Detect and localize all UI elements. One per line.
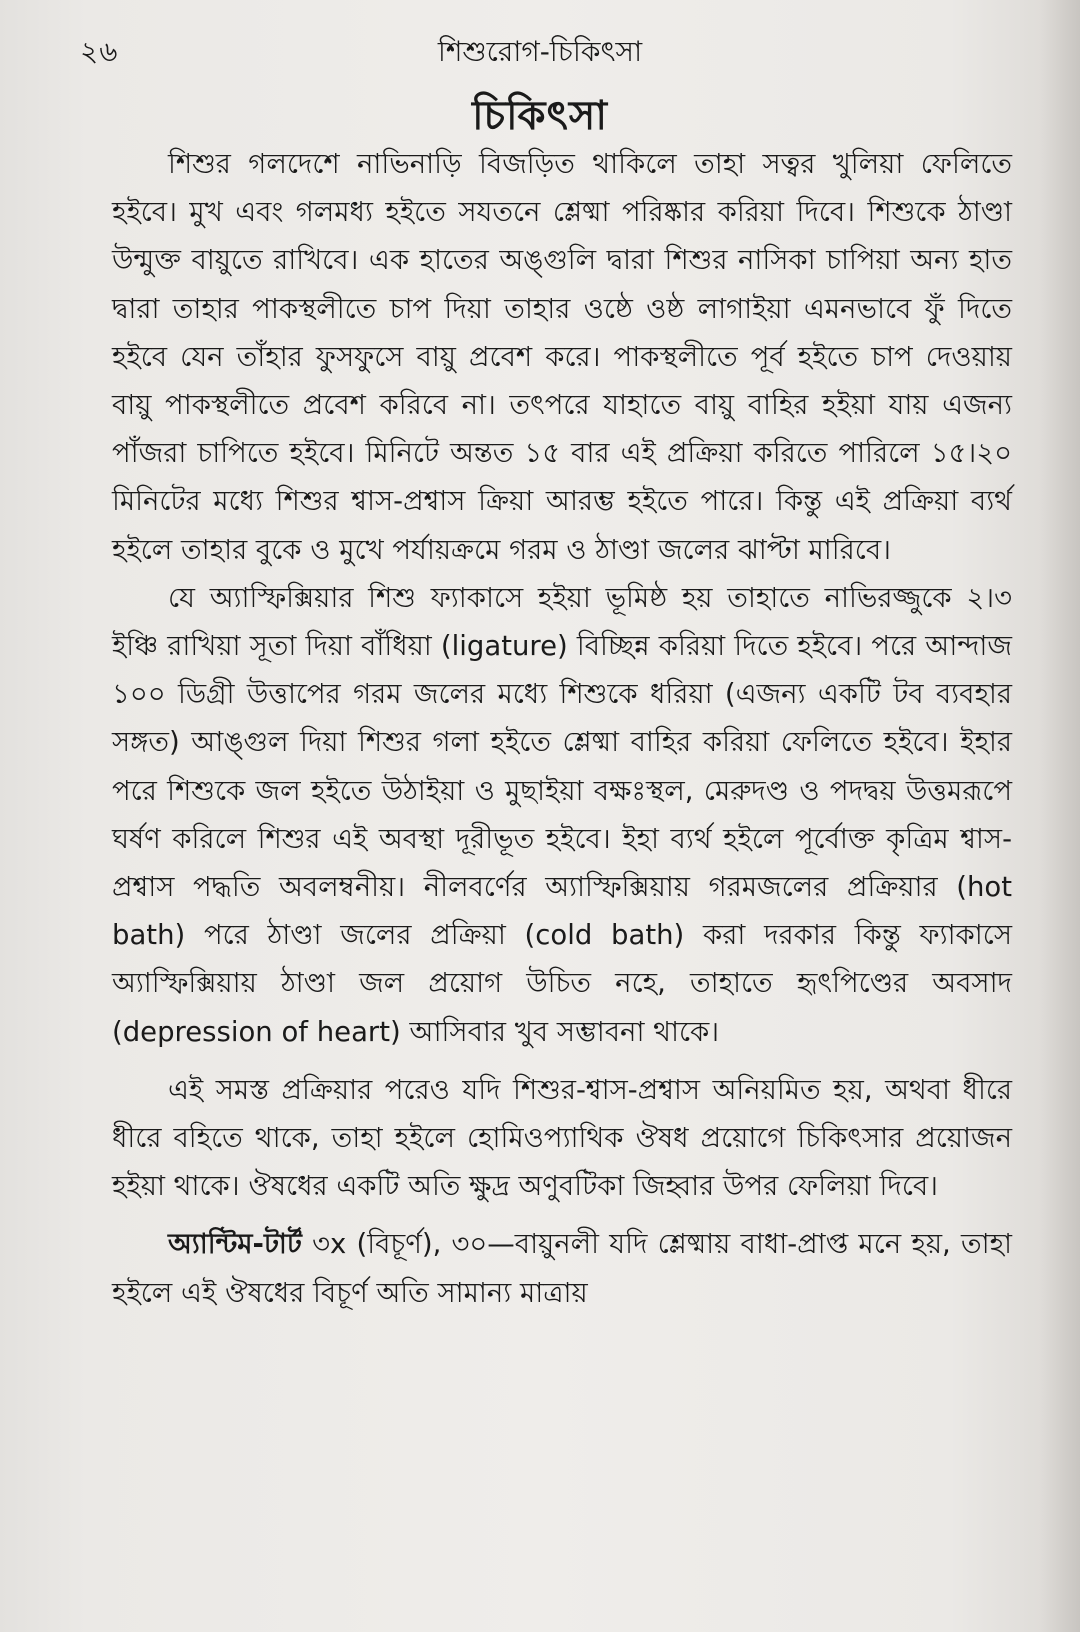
paragraph-remedy [112,1220,1012,1316]
paragraph-homeopathic-treatment: এই সমস্ত প্রক্রিয়ার পরেও যদি শিশুর-শ্বাস-প্রশ্বাস অনিয়মিত হয়, অথবা ধীরে ধীরে বহিতে থাকে, তাহা হইলে হোমিওপ্যাথিক ঔষধ প্রয়োগে চিকিৎসার প্রয়োজন হইয়া থাকে। ঔষধের একটি অতি ক্ষুদ্র অণুবটিকা জিহ্বার উপর ফেলিয়া দিবে। [112,1073,1012,1203]
section-heading: চিকিৎসা [472,93,608,139]
running-head [80,30,1000,74]
body-text [112,140,1012,1317]
page-number: ২৬ [80,35,119,68]
running-title: শিশুরোগ-চিকিৎসা [437,35,643,68]
remedy-text: ৩x (বিচূর্ণ), ৩০—বায়ুনলী যদি শ্লেষ্মায় বাধা-প্রাপ্ত মনে হয়, তাহা হইলে এই ঔষধের বিচূর্ণ অতি সামান্য মাত্রায় [112,1228,1012,1309]
paragraph-pale-asphyxia: যে অ্যাস্ফিক্সিয়ার শিশু ফ্যাকাসে হইয়া ভূমিষ্ঠ হয় তাহাতে নাভিরজ্জুকে ২।৩ ইঞ্চি রাখিয়া সূতা দিয়া বাঁধিয়া (ligature) বিচ্ছিন্ন করিয়া দিতে হইবে। পরে আন্দাজ ১০০ ডিগ্রী উত্তাপের গরম জলের মধ্যে শিশুকে ধরিয়া (এজন্য একটি টব ব্যবহার সঙ্গত) আঙ্গুল দিয়া শিশুর গলা হইতে শ্লেষ্মা বাহির করিয়া ফেলিতে হইবে। ইহার পরে শিশুকে জল হইতে উঠাইয়া ও মুছাইয়া বক্ষঃস্থল, মেরুদণ্ড ও পদদ্বয় উত্তমরূপে ঘর্ষণ করিলে শিশুর এই অবস্থা দূরীভূত হইবে। ইহা ব্যর্থ হইলে পূর্বোক্ত কৃত্রিম শ্বাস-প্রশ্বাস পদ্ধতি অবলম্বনীয়। নীলবর্ণের অ্যাস্ফিক্সিয়ায় গরমজলের প্রক্রিয়ার (hot bath) পরে ঠাণ্ডা জলের প্রক্রিয়া (cold bath) করা দরকার কিন্তু ফ্যাকাসে অ্যাস্ফিক্সিয়ায় ঠাণ্ডা জল প্রয়োগ উচিত নহে, তাহাতে হৃৎপিণ্ডের অবসাদ (depression of heart) আসিবার খুব সম্ভাবনা থাকে। [112,581,1012,1048]
paragraph-artificial-respiration: শিশুর গলদেশে নাভিনাড়ি বিজড়িত থাকিলে তাহা সত্বর খুলিয়া ফেলিতে হইবে। মুখ এবং গলমধ্য হইতে সযতনে শ্লেষ্মা পরিষ্কার করিয়া দিবে। শিশুকে ঠাণ্ডা উন্মুক্ত বায়ুতে রাখিবে। এক হাতের অঙ্গুলি দ্বারা শিশুর নাসিকা চাপিয়া অন্য হাত দ্বারা তাহার পাকস্থলীতে চাপ দিয়া তাহার ওষ্ঠে ওষ্ঠ লাগাইয়া এমনভাবে ফুঁ দিতে হইবে যেন তাঁহার ফুসফুসে বায়ু প্রবেশ করে। পাকস্থলীতে পূর্ব হইতে চাপ দেওয়ায় বায়ু পাকস্থলীতে প্রবেশ করিবে না। তৎপরে যাহাতে বায়ু বাহির হইয়া যায় এজন্য পাঁজরা চাপিতে হইবে। মিনিটে অন্তত ১৫ বার এই প্রক্রিয়া করিতে পারিলে ১৫।২০ মিনিটের মধ্যে শিশুর শ্বাস-প্রশ্বাস ক্রিয়া আরম্ভ হইতে পারে। কিন্তু এই প্রক্রিয়া ব্যর্থ হইলে তাহার বুকে ও মুখে পর্যায়ক্রমে গরম ও ঠাণ্ডা জলের ঝাপ্টা মারিবে। [112,148,1012,566]
remedy-name: অ্যান্টিম-টার্ট [168,1228,302,1261]
